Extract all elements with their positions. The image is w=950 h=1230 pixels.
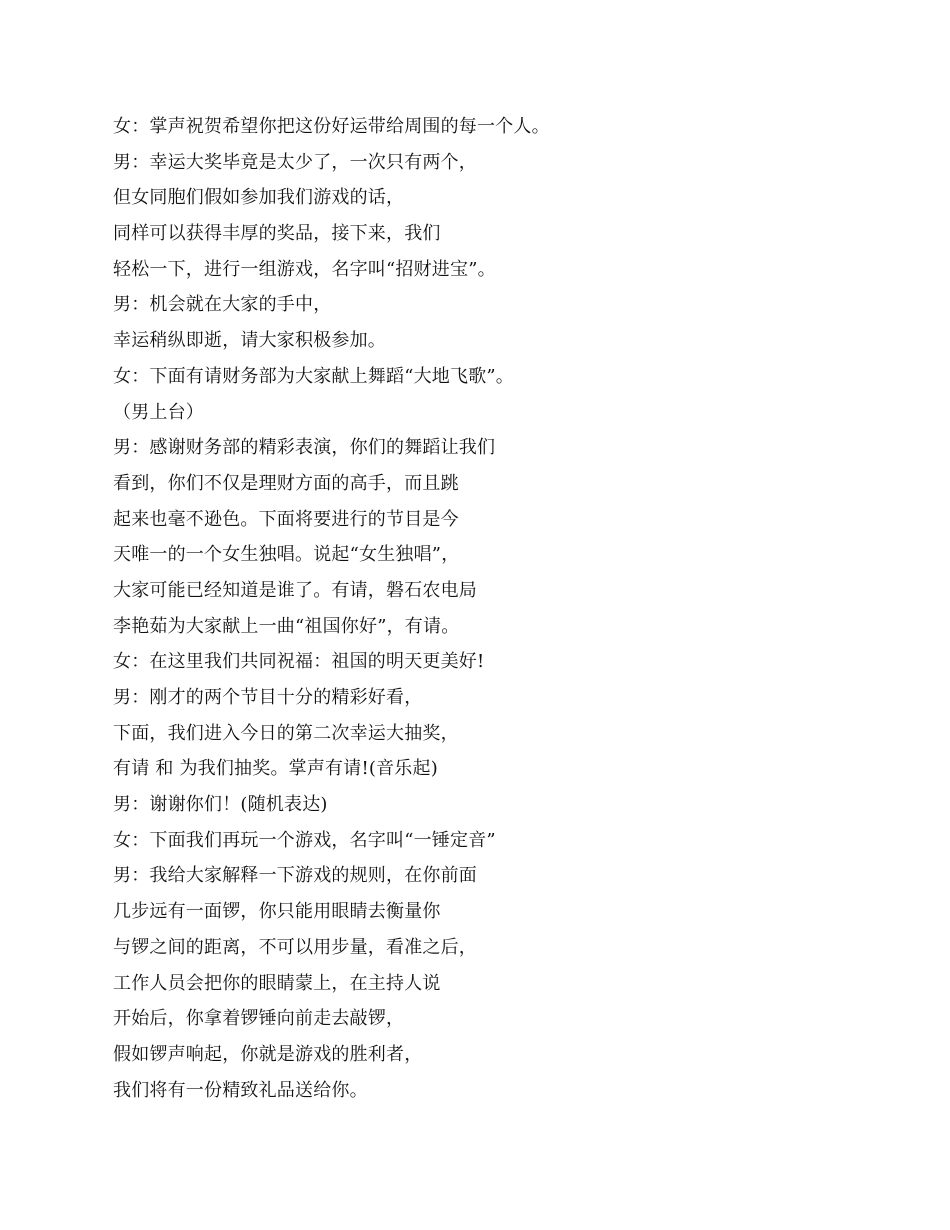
script-line: 男：刚才的两个节目十分的精彩好看， [113, 687, 423, 708]
script-line: 几步远有一面锣，你只能用眼睛去衡量你 [113, 901, 441, 923]
script-line: 李艳茹为大家献上一曲“祖国你好”，有请。 [113, 615, 460, 637]
script-line: 起来也毫不逊色。下面将要进行的节目是今 [113, 508, 459, 530]
script-line: 男：谢谢你们！(随机表达) [113, 794, 328, 816]
script-line: 大家可能已经知道是谁了。有请，磐石农电局 [113, 579, 477, 601]
script-line: 轻松一下，进行一组游戏，名字叫“招财进宝”。 [113, 258, 496, 280]
script-line: 女：下面我们再玩一个游戏，名字叫“一锤定音” [113, 829, 496, 851]
script-line: 女：下面有请财务部为大家献上舞蹈“大地飞歌”。 [113, 365, 515, 387]
script-line: 但女同胞们假如参加我们游戏的话， [113, 187, 405, 209]
script-line: 下面，我们进入今日的第二次幸运大抽奖， [113, 722, 459, 744]
script-line: 幸运稍纵即逝，请大家积极参加。 [113, 330, 386, 352]
script-line: 工作人员会把你的眼睛蒙上，在主持人说 [113, 972, 441, 994]
script-line: 看到，你们不仅是理财方面的高手，而且跳 [113, 472, 459, 494]
script-line: 女：掌声祝贺希望你把这份好运带给周围的每一个人。 [113, 116, 550, 137]
script-line: 男：幸运大奖毕竟是太少了，一次只有两个， [113, 151, 477, 173]
script-line: 我们将有一份精致礼品送给你。 [113, 1079, 368, 1101]
script-line: 男：机会就在大家的手中， [113, 294, 332, 316]
script-line: 开始后，你拿着锣锤向前走去敲锣， [113, 1008, 405, 1030]
script-line: 男：感谢财务部的精彩表演，你们的舞蹈让我们 [113, 437, 496, 459]
script-line: 与锣之间的距离，不可以用步量，看准之后， [113, 936, 477, 958]
script-line: （男上台） [113, 401, 204, 423]
script-line: 天唯一的一个女生独唱。说起“女生独唱”， [113, 544, 460, 566]
script-line: 男：我给大家解释一下游戏的规则，在你前面 [113, 865, 477, 887]
script-line: 有请 和 为我们抽奖。掌声有请!(音乐起) [113, 758, 438, 780]
script-text-block [113, 109, 893, 1108]
script-line: 同样可以获得丰厚的奖品，接下来，我们 [113, 223, 441, 245]
script-line: 假如锣声响起，你就是游戏的胜利者， [113, 1043, 423, 1065]
script-line: 女：在这里我们共同祝福：祖国的明天更美好! [113, 651, 485, 673]
